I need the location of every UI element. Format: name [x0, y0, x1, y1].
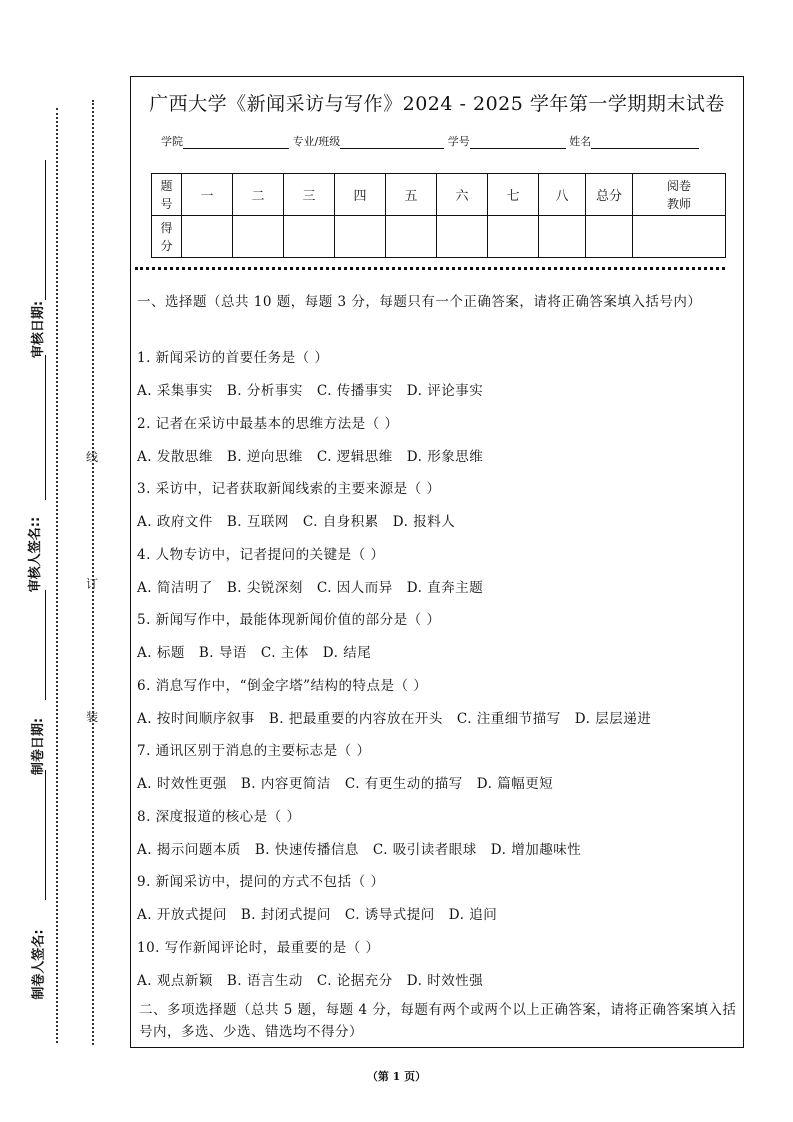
col-4: 四 [335, 174, 386, 216]
question-text: 2. 记者在采访中最基本的思维方法是（ ） [137, 415, 399, 432]
question-options [137, 969, 497, 989]
question-text: 4. 人物专访中，记者提问的关键是（ ） [137, 546, 385, 563]
page-footer: （第 1 页） [366, 1070, 427, 1083]
score-cell[interactable] [437, 216, 488, 258]
col-6: 六 [437, 174, 488, 216]
score-cell-total[interactable] [586, 216, 633, 258]
option-d[interactable]: D. 时效性强 [406, 972, 484, 989]
score-table-head-question: 题 号 [152, 174, 182, 216]
option-c[interactable]: C. 自身积累 [302, 514, 379, 530]
college-field[interactable] [183, 136, 289, 149]
question-text: 7. 通讯区别于消息的主要标志是（ ） [137, 743, 371, 759]
option-d[interactable]: D. 评论事实 [406, 383, 484, 399]
option-a[interactable]: A. 标题 [137, 645, 185, 661]
score-cell[interactable] [539, 216, 586, 258]
option-d[interactable]: D. 层层递进 [574, 710, 652, 727]
binding-line-3 [45, 590, 46, 700]
col-1: 一 [182, 174, 233, 216]
question-options [137, 445, 497, 465]
option-d[interactable]: D. 报料人 [392, 514, 456, 530]
option-c[interactable]: C. 传播事实 [316, 383, 393, 399]
question-text: 1. 新闻采访的首要任务是（ ） [137, 350, 329, 366]
col-reviewer: 阅卷 教师 [633, 174, 726, 216]
option-d[interactable]: D. 追问 [448, 907, 498, 923]
major-field[interactable] [340, 136, 444, 149]
score-cell[interactable] [488, 216, 539, 258]
option-a[interactable]: A. 政府文件 [137, 514, 213, 530]
name-label: 姓名 [569, 135, 592, 148]
score-cell[interactable] [182, 216, 233, 258]
option-b[interactable]: B. 导语 [198, 645, 247, 661]
option-b[interactable]: B. 封闭式提问 [240, 907, 331, 923]
review-date-label: 审核日期: [31, 300, 47, 359]
option-d[interactable]: D. 结尾 [322, 645, 372, 661]
student-id-label: 学号 [447, 135, 470, 148]
question-options [137, 576, 497, 596]
dotted-separator [135, 267, 725, 270]
student-info-line [161, 133, 699, 149]
exam-frame [130, 76, 744, 1048]
score-cell[interactable] [233, 216, 284, 258]
score-cell[interactable] [335, 216, 386, 258]
question-options [137, 772, 567, 792]
binding-char-line: 线 [86, 450, 99, 464]
name-field[interactable] [591, 136, 699, 149]
option-a[interactable]: A. 发散思维 [137, 448, 213, 465]
question-options [137, 510, 469, 530]
option-c[interactable]: C. 有更生动的描写 [344, 776, 463, 792]
question-text: 5. 新闻写作中，最能体现新闻价值的部分是（ ） [137, 612, 441, 628]
binding-char-zhuang: 装 [86, 710, 99, 724]
exam-title: 广西大学《新闻采访与写作》2024 - 2025 学年第一学期期末试卷 [149, 93, 725, 115]
option-c[interactable]: C. 逻辑思维 [316, 448, 393, 465]
score-table-head-score: 得 分 [152, 216, 182, 258]
option-a[interactable]: A. 简洁明了 [137, 579, 213, 596]
col-5: 五 [386, 174, 437, 216]
option-b[interactable]: B. 把最重要的内容放在开头 [268, 710, 443, 727]
option-b[interactable]: B. 尖锐深刻 [226, 579, 303, 596]
option-b[interactable]: B. 互联网 [226, 514, 289, 530]
option-d[interactable]: D. 增加趣味性 [490, 841, 582, 858]
college-label: 学院 [161, 135, 183, 148]
score-table [151, 173, 726, 258]
col-8: 八 [539, 174, 586, 216]
option-a[interactable]: A. 揭示问题本质 [137, 841, 241, 858]
maker-sign-label: 制卷人签名: [31, 929, 47, 1000]
binding-line-2 [45, 355, 46, 500]
score-cell[interactable] [386, 216, 437, 258]
question-options [137, 641, 385, 661]
option-a[interactable]: A. 按时间顺序叙事 [137, 710, 255, 727]
student-id-field[interactable] [470, 136, 566, 149]
option-c[interactable]: C. 论据充分 [316, 972, 393, 989]
option-a[interactable]: A. 采集事实 [137, 383, 213, 399]
question-text: 9. 新闻采访中，提问的方式不包括（ ） [137, 874, 385, 890]
question-options [137, 379, 497, 399]
question-options [137, 838, 595, 858]
section-1-heading: 一、选择题（总共 10 题，每题 3 分，每题只有一个正确答案，请将正确答案填入括号内） [137, 294, 702, 310]
col-7: 七 [488, 174, 539, 216]
maker-date-label: 制卷日期: [31, 717, 47, 776]
question-text: 8. 深度报道的核心是（ ） [137, 808, 301, 825]
binding-dotted-outer [56, 108, 58, 1043]
binding-line-4 [45, 770, 46, 900]
major-label: 专业/班级 [292, 135, 341, 148]
option-a[interactable]: A. 观点新颖 [137, 972, 213, 989]
option-c[interactable]: C. 吸引读者眼球 [372, 841, 477, 858]
option-c[interactable]: C. 因人而异 [316, 579, 393, 596]
section-2-heading: 二、多项选择题（总共 5 题，每题 4 分，每题有两个或两个以上正确答案，请将正确答案填入括号内，多选、少选、错选均不得分） [139, 1002, 737, 1040]
option-d[interactable]: D. 直奔主题 [406, 579, 484, 596]
binding-line-1 [45, 160, 46, 300]
question-text: 6. 消息写作中，“倒金字塔”结构的特点是（ ） [137, 677, 428, 694]
option-a[interactable]: A. 开放式提问 [137, 907, 227, 923]
question-options [137, 903, 511, 923]
option-b[interactable]: B. 内容更简洁 [240, 776, 331, 792]
option-d[interactable]: D. 形象思维 [406, 448, 484, 465]
option-c[interactable]: C. 主体 [260, 645, 309, 661]
option-b[interactable]: B. 快速传播信息 [254, 841, 359, 858]
option-a[interactable]: A. 时效性更强 [137, 776, 227, 792]
binding-char-ding: 订 [86, 577, 99, 591]
question-text: 10. 写作新闻评论时，最重要的是（ ） [137, 939, 380, 956]
option-b[interactable]: B. 逆向思维 [226, 448, 303, 465]
binding-dotted-inner [92, 100, 94, 1045]
col-3: 三 [284, 174, 335, 216]
option-b[interactable]: B. 分析事实 [226, 383, 303, 399]
question-text: 3. 采访中，记者获取新闻线索的主要来源是（ ） [137, 481, 441, 497]
option-b[interactable]: B. 语言生动 [226, 972, 303, 989]
option-d[interactable]: D. 篇幅更短 [476, 776, 554, 792]
option-c[interactable]: C. 注重细节描写 [456, 710, 561, 727]
score-cell-reviewer[interactable] [633, 216, 726, 258]
reviewer-sign-label: 审核人签名:: [28, 516, 44, 593]
question-options [137, 707, 665, 727]
col-total: 总分 [586, 174, 633, 216]
col-2: 二 [233, 174, 284, 216]
option-c[interactable]: C. 诱导式提问 [344, 907, 435, 923]
score-cell[interactable] [284, 216, 335, 258]
